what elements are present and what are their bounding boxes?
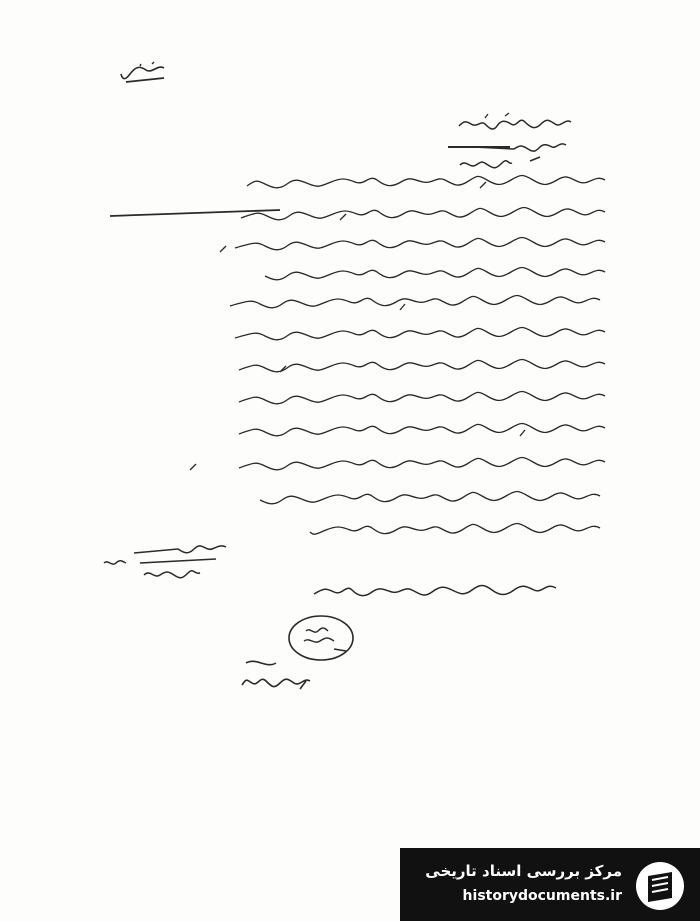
archive-watermark-footer bbox=[400, 848, 700, 921]
archive-logo-icon bbox=[632, 858, 688, 914]
footer-title: مرکز بررسی اسناد تاریخی bbox=[425, 862, 622, 880]
footer-url: historydocuments.ir bbox=[462, 888, 622, 904]
body-handwriting bbox=[100, 160, 610, 550]
signature-note-handwriting bbox=[236, 655, 316, 703]
margin-note-handwriting bbox=[100, 535, 230, 585]
closing-line-handwriting bbox=[300, 576, 560, 606]
handwritten-heading bbox=[118, 60, 168, 90]
